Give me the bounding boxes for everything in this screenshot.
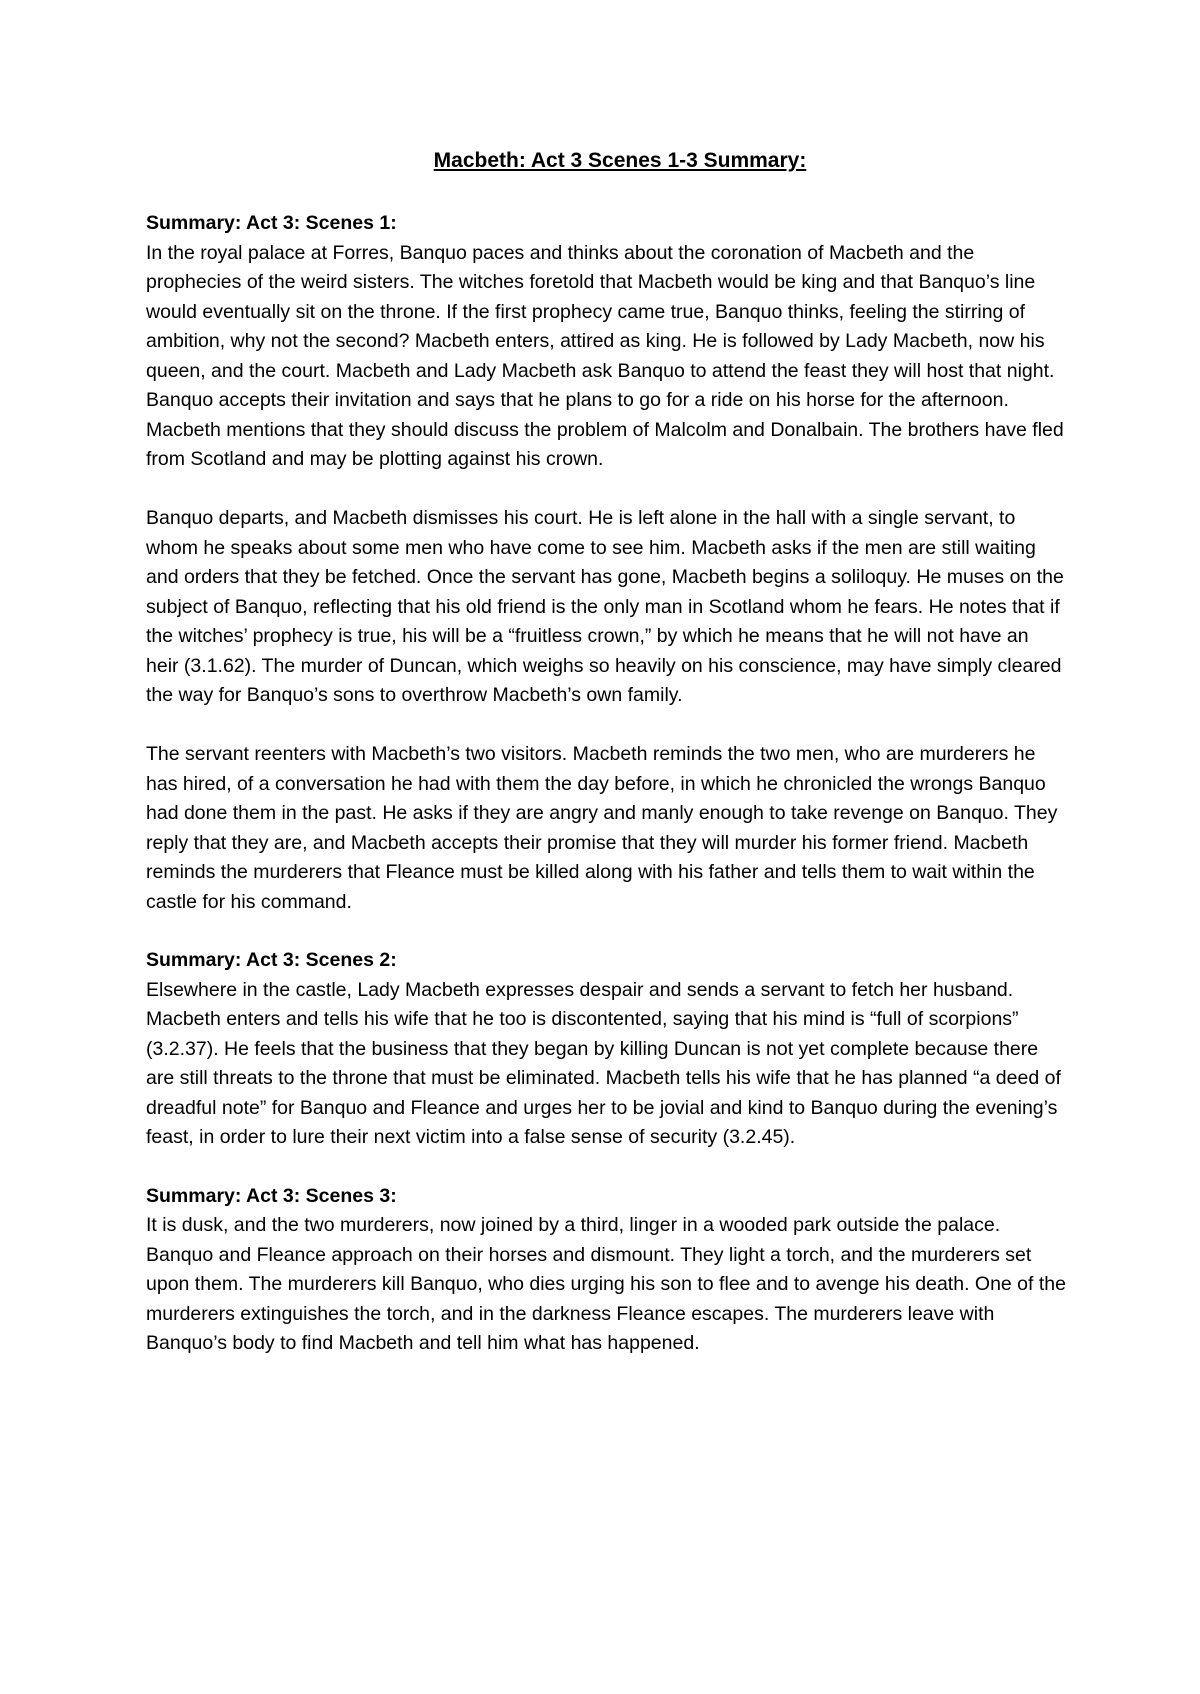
section-heading: Summary: Act 3: Scenes 1:	[146, 212, 397, 234]
paragraph: It is dusk, and the two murderers, now joined by a third, linger in a wooded park outside the palace. Banquo and Fleance approach on their horses and dismount. They light a torch, and the murderers set upon them. The murderers kill Banquo, who dies urging his son to flee and to avenge his death. One of the murderers extinguishes the torch, and in the darkness Fleance escapes. The murderers leave with Banquo’s body to find Macbeth and tell him what has happened.	[146, 1214, 1066, 1354]
paragraph: In the royal palace at Forres, Banquo paces and thinks about the coronation of Macbeth and the prophecies of the weird sisters. The witches foretold that Macbeth would be king and that Banquo’s line would eventually sit on the throne. If the first prophecy came true, Banquo thinks, feeling the stirring of ambition, why not the second? Macbeth enters, attired as king. He is followed by Lady Macbeth, now his queen, and the court. Macbeth and Lady Macbeth ask Banquo to attend the feast they will host that night. Banquo accepts their invitation and says that he plans to go for a ride on his horse for the afternoon. Macbeth mentions that they should discuss the problem of Malcolm and Donalbain. The brothers have fled from Scotland and may be plotting against his crown.	[146, 241, 1064, 470]
paragraph: Banquo departs, and Macbeth dismisses his court. He is left alone in the hall with a single servant, to whom he speaks about some men who have come to see him. Macbeth asks if the men are still waiting and orders that they be fetched. Once the servant has gone, Macbeth begins a soliloquy. He muses on the subject of Banquo, reflecting that his old friend is the only man in Scotland whom he fears. He notes that if the witches’ prophecy is true, his will be a “fruitless crown,” by which he means that he will not have an heir (3.1.62). The murder of Duncan, which weighs so heavily on his conscience, may have simply cleared the way for Banquo’s sons to overthrow Macbeth’s own family.	[146, 507, 1064, 706]
section-scene-3	[146, 1182, 1066, 1359]
section-scene-1	[146, 209, 1066, 917]
document-page	[146, 142, 1066, 1388]
section-heading: Summary: Act 3: Scenes 2:	[146, 949, 397, 971]
paragraph: The servant reenters with Macbeth’s two visitors. Macbeth reminds the two men, who are murderers he has hired, of a conversation he had with them the day before, in which he chronicled the wrongs Banquo had done them in the past. He asks if they are angry and manly enough to take revenge on Banquo. They reply that they are, and Macbeth accepts their promise that they will murder his former friend. Macbeth reminds the murderers that Fleance must be killed along with his father and tells them to wait within the castle for his command.	[146, 743, 1058, 913]
page-title: Macbeth: Act 3 Scenes 1-3 Summary:	[433, 149, 807, 172]
paragraph: Elsewhere in the castle, Lady Macbeth expresses despair and sends a servant to fetch her husband. Macbeth enters and tells his wife that he too is discontented, saying that his mind is “full of scorpions” (3.2.37). He feels that the business that they began by killing Duncan is not yet complete because there are still threats to the throne that must be eliminated. Macbeth tells his wife that he has planned “a deed of dreadful note” for Banquo and Fleance and urges her to be jovial and kind to Banquo during the evening’s feast, in order to lure their next victim into a false sense of security (3.2.45).	[146, 978, 1061, 1148]
section-heading: Summary: Act 3: Scenes 3:	[146, 1184, 397, 1207]
section-scene-2	[146, 946, 1066, 1153]
